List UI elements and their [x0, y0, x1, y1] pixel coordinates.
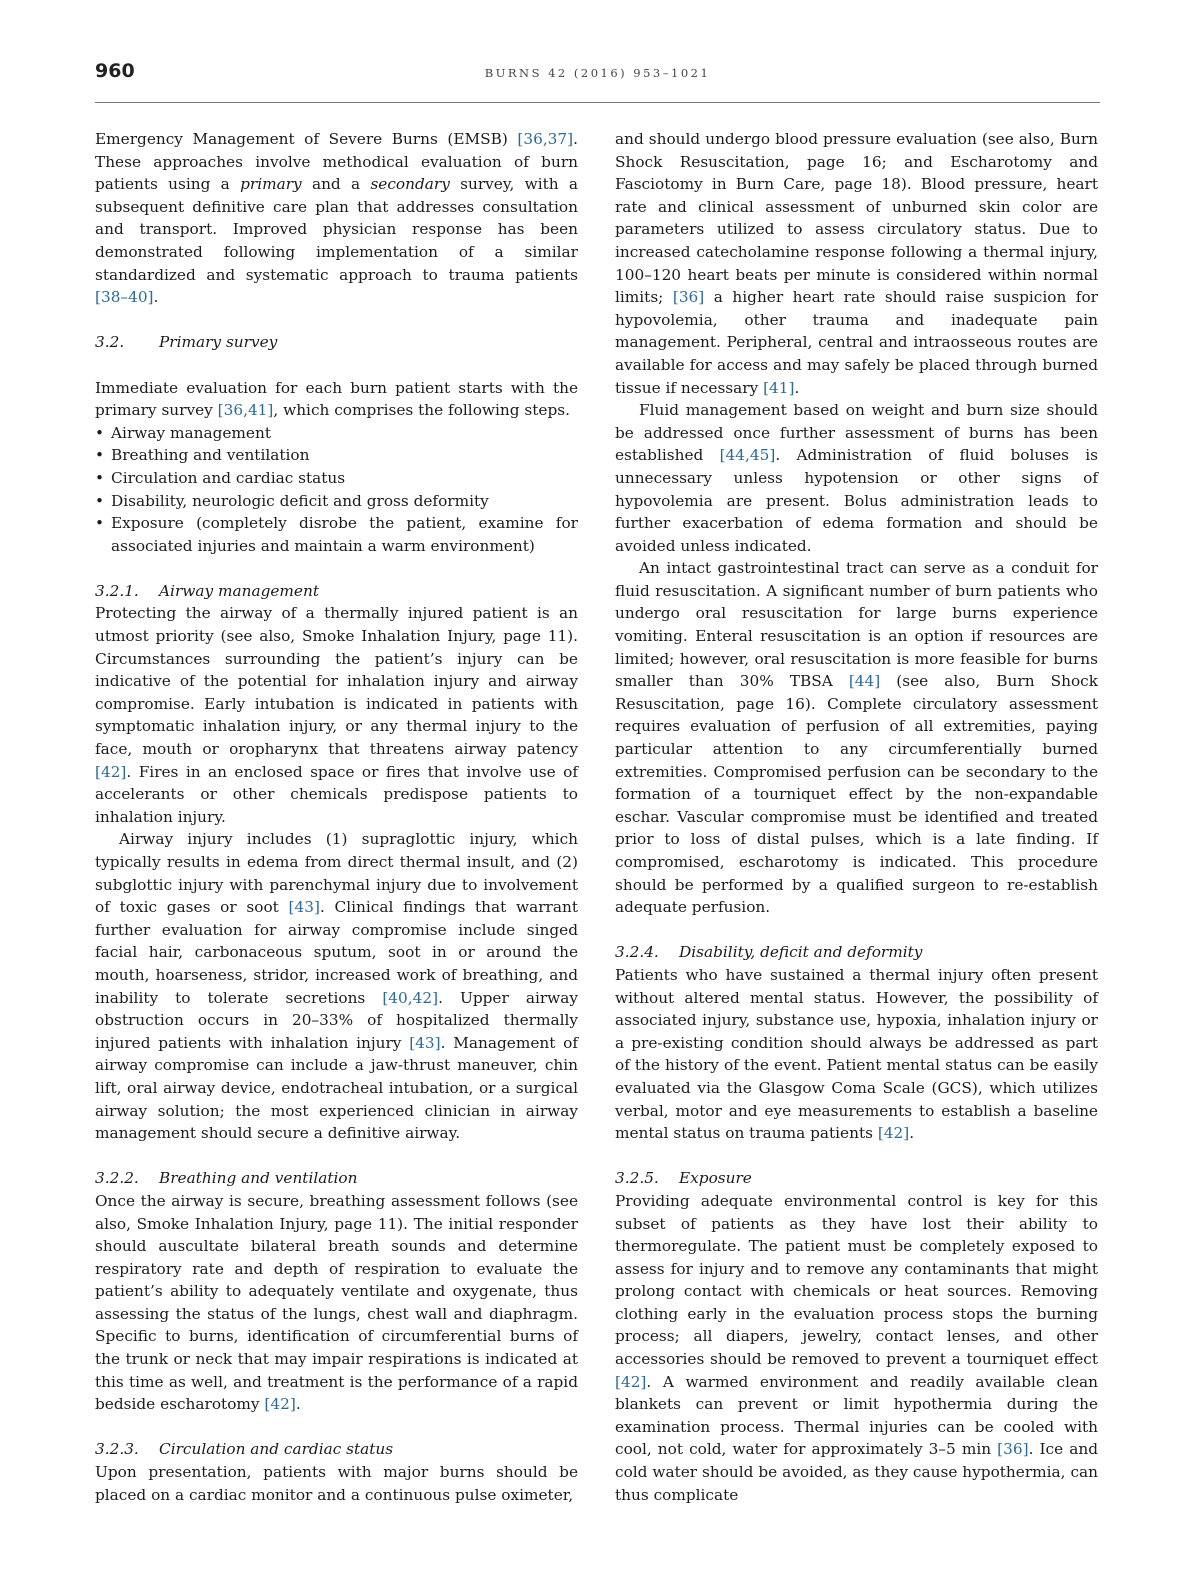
- primary-survey-steps: [95, 422, 578, 558]
- bullet-icon: •: [95, 423, 105, 442]
- reference-link[interactable]: [44,45]: [719, 446, 776, 465]
- bullet-icon: •: [95, 514, 105, 533]
- reference-link[interactable]: [43]: [288, 898, 320, 917]
- section-heading-primary-survey: 3.2. Primary survey: [95, 333, 278, 352]
- reference-link[interactable]: [42]: [877, 1124, 910, 1143]
- list-item: • Exposure (completely disrobe the patient, examine for associated injuries and maintain a warm environment): [95, 514, 578, 555]
- reference-link[interactable]: [43]: [409, 1033, 441, 1052]
- reference-link[interactable]: [38–40]: [95, 288, 154, 307]
- paragraph-circulation-continued: and should undergo blood pressure evaluation (see also, Burn Shock Resuscitation, page 16; and Escharotomy and Fasciotomy in Burn Care, page 18). Blood pressure, heart rate and clinical assessment of unburned skin color are parameters utilized to assess circulatory status. Due to increased catecholamine response following a thermal injury, 100–120 heart beats per minute is considered within normal limits; [36] a higher heart rate should raise suspicion for hypovolemia, other trauma and inadequate pain management. Peripheral, central and intraosseous routes are available for access and may safely be placed through burned tissue if necessary [41].: [615, 130, 1098, 397]
- paragraph-breathing: Once the airway is secure, breathing assessment follows (see also, Smoke Inhalation Injury, page 11). The initial responder should auscultate bilateral breath sounds and determine respiratory rate and depth of respiration to evaluate the patient’s ability to adequately ventilate and oxygenate, thus assessing the status of the lungs, chest wall and diaphragm. Specific to burns, identification of circumferential burns of the trunk or neck that may impair respirations is indicated at this time as well, and treatment is the performance of a rapid bedside escharotomy [42].: [95, 1191, 578, 1414]
- running-header: [95, 60, 1100, 103]
- bullet-icon: •: [95, 446, 105, 465]
- list-item: • Airway management: [95, 422, 578, 445]
- reference-link[interactable]: [44]: [848, 672, 881, 691]
- page-number: 960: [95, 60, 135, 82]
- reference-link[interactable]: [42]: [615, 1372, 647, 1391]
- paragraph-airway-priority: Protecting the airway of a thermally injured patient is an utmost priority (see also, Smoke Inhalation Injury, page 11). Circumstances surrounding the patient’s injury can be indicative of the potential for inhalation injury and airway compromise. Early intubation is indicated in patients with symptomatic inhalation injury, or any thermal injury to the face, mouth or oropharynx that threatens airway patency [42]. Fires in an enclosed space or fires that involve use of accelerants or other chemicals predispose patients to inhalation injury.: [95, 604, 578, 826]
- list-item: • Disability, neurologic deficit and gross deformity: [95, 490, 578, 513]
- subsection-heading-circulation: 3.2.3. Circulation and cardiac status: [95, 1440, 394, 1459]
- paragraph-airway-injury: Airway injury includes (1) supraglottic injury, which typically results in edema from direct thermal insult, and (2) subglottic injury with parenchymal injury due to involvement of toxic gases or soot [43]. Clinical findings that warrant further evaluation for airway compromise include singed facial hair, carbonaceous sputum, soot in or around the mouth, hoarseness, stridor, increased work of breathing, and inability to tolerate secretions [40,42]. Upper airway obstruction occurs in 20–33% of hospitalized thermally injured patients with inhalation injury [43]. Management of airway compromise can include a jaw-thrust maneuver, chin lift, oral airway device, endotracheal intubation, or a surgical airway solution; the most experienced clinician in airway management should secure a definitive airway.: [95, 830, 579, 1143]
- reference-link[interactable]: [36,41]: [217, 401, 274, 420]
- left-column: [95, 128, 578, 1506]
- paragraph-disability: Patients who have sustained a thermal injury often present without altered mental status. However, the possibility of associated injury, substance use, hypoxia, inhalation injury or a pre-existing condition should always be addressed as part of the history of the event. Patient mental status can be easily evaluated via the Glasgow Coma Scale (GCS), which utilizes verbal, motor and eye measurements to establish a baseline mental status on trauma patients [42].: [615, 965, 1098, 1143]
- reference-link[interactable]: [36]: [997, 1440, 1029, 1459]
- paragraph-exposure: Providing adequate environmental control is key for this subset of patients as they have lost their ability to thermoregulate. The patient must be completely exposed to assess for injury and to remove any contaminants that might prolong contact with chemicals or heat sources. Removing clothing early in the evaluation process stops the burning process; all diapers, jewelry, contact lenses, and other accessories should be removed to prevent a tourniquet effect [42]. A warmed environment and readily available clean blankets can prevent or limit hypothermia during the examination process. Thermal injuries can be cooled with cool, not cold, water for approximately 3–5 min [36]. Ice and cold water should be avoided, as they cause hypothermia, can thus complicate: [615, 1191, 1098, 1504]
- list-item: • Breathing and ventilation: [95, 444, 578, 467]
- reference-link[interactable]: [42]: [264, 1395, 296, 1414]
- list-item: • Circulation and cardiac status: [95, 467, 578, 490]
- paragraph-primary-survey: Immediate evaluation for each burn patient starts with the primary survey [36,41], which comprises the following steps.: [95, 378, 578, 420]
- paragraph-gastrointestinal: An intact gastrointestinal tract can serve as a conduit for fluid resuscitation. A significant number of burn patients who undergo oral resuscitation for large burns experience vomiting. Enteral resuscitation is an option if resources are limited; however, oral resuscitation is more feasible for burns smaller than 30% TBSA [44] (see also, Burn Shock Resuscitation, page 16). Complete circulatory assessment requires evaluation of perfusion of all extremities, paying particular attention to any circumferentially burned extremities. Compromised perfusion can be secondary to the formation of a tourniquet effect by the non-expandable eschar. Vascular compromise must be identified and treated prior to loss of distal pulses, which is a late finding. If compromised, escharotomy is indicated. This procedure should be performed by a qualified surgeon to re-establish adequate perfusion.: [615, 559, 1098, 917]
- reference-link[interactable]: [42]: [95, 762, 127, 781]
- right-column: [615, 128, 1098, 1506]
- reference-link[interactable]: [40,42]: [382, 988, 439, 1007]
- reference-link[interactable]: [41]: [763, 378, 795, 397]
- reference-link[interactable]: [36,37]: [517, 130, 574, 148]
- bullet-icon: •: [95, 468, 105, 487]
- subsection-heading-exposure: 3.2.5. Exposure: [615, 1169, 752, 1188]
- paragraph-circulation-start: Upon presentation, patients with major burns should be placed on a cardiac monitor and a continuous pulse oximeter,: [95, 1463, 578, 1504]
- paragraph-fluid-management: Fluid management based on weight and burn size should be addressed once further assessment of burns has been established [44,45]. Administration of fluid boluses is unnecessary unless hypotension or other signs of hypovolemia are present. Bolus administration leads to further exacerbation of edema formation and should be avoided unless indicated.: [615, 401, 1099, 555]
- paragraph-emsb: Emergency Management of Severe Burns (EMSB) [36,37]. These approaches involve methodical evaluation of burn patients using a primary and a secondary survey, with a subsequent definitive care plan that addresses consultation and transport. Improved physician response has been demonstrated following implementation of a similar standardized and systematic approach to trauma patients [38–40].: [95, 130, 578, 307]
- reference-link[interactable]: [36]: [672, 288, 705, 307]
- subsection-heading-breathing: 3.2.2. Breathing and ventilation: [95, 1169, 358, 1188]
- subsection-heading-disability: 3.2.4. Disability, deficit and deformity: [615, 943, 923, 962]
- journal-citation: BURNS 42 (2016) 953–1021: [484, 66, 711, 80]
- bullet-icon: •: [95, 491, 105, 510]
- subsection-heading-airway: 3.2.1. Airway management: [95, 581, 319, 600]
